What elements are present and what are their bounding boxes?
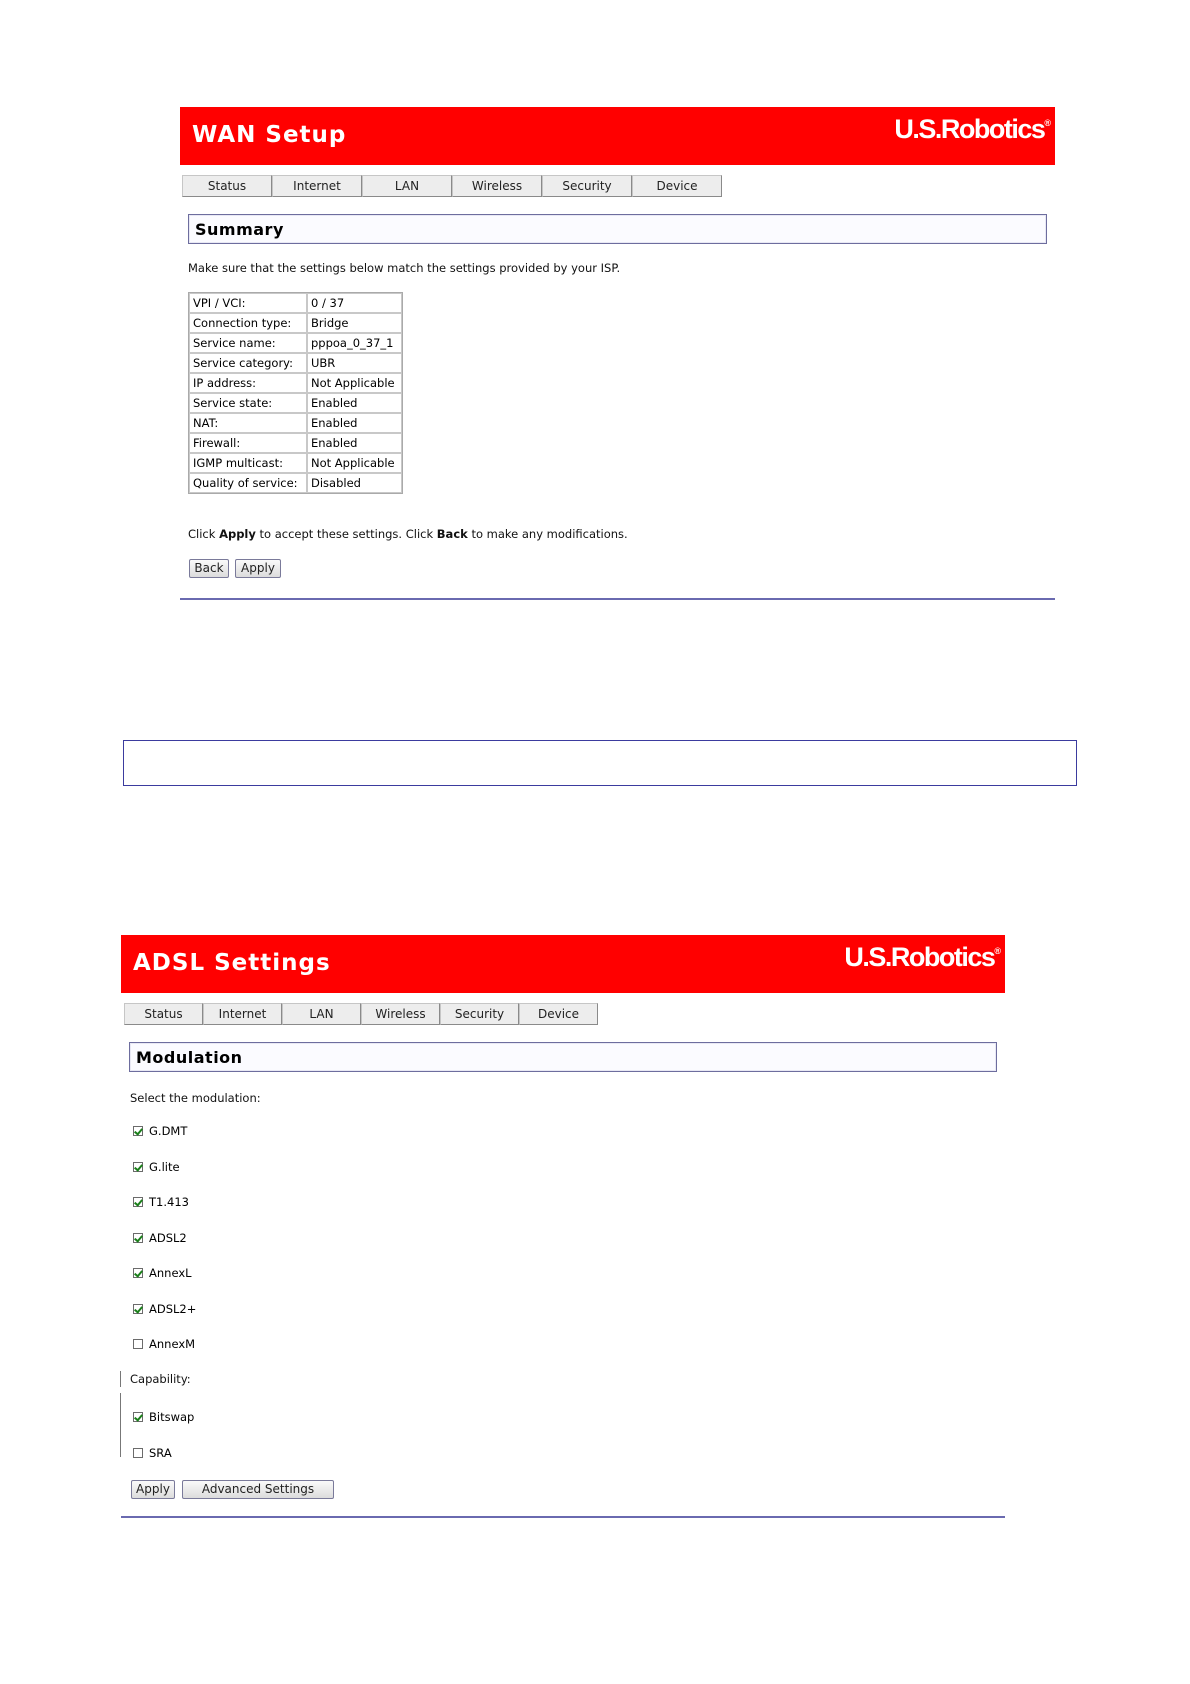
section-title: Summary <box>195 220 284 239</box>
intro-text: Make sure that the settings below match the settings provided by your ISP. <box>188 261 621 275</box>
checkbox[interactable] <box>133 1197 143 1207</box>
table-row <box>189 333 402 353</box>
nav-tabs <box>182 175 722 197</box>
modulation-option[interactable] <box>133 1302 196 1316</box>
summary-header <box>188 214 1047 244</box>
row-value: Disabled <box>307 473 402 493</box>
wan-setup-panel <box>180 107 1055 602</box>
checkbox-label: Bitswap <box>149 1410 195 1424</box>
adsl-settings-panel <box>121 935 1005 1520</box>
blank-frame <box>123 740 1077 786</box>
checkbox-label: AnnexM <box>149 1337 196 1351</box>
adsl-banner <box>121 935 1005 993</box>
row-value: UBR <box>307 353 402 373</box>
table-row <box>189 433 402 453</box>
tab-device[interactable]: Device <box>632 175 722 197</box>
row-label: VPI / VCI: <box>189 293 307 313</box>
checkbox[interactable] <box>133 1448 143 1458</box>
divider <box>121 1516 1005 1518</box>
usrobotics-logo: U.S.Robotics® <box>894 114 1051 144</box>
row-value: Not Applicable <box>307 373 402 393</box>
summary-table <box>188 292 403 494</box>
tab-status[interactable]: Status <box>182 175 272 197</box>
usrobotics-logo: U.S.Robotics® <box>844 942 1001 972</box>
row-label: IGMP multicast: <box>189 453 307 473</box>
modulation-option[interactable] <box>133 1124 187 1138</box>
modulation-option[interactable] <box>133 1266 192 1280</box>
checkbox[interactable] <box>133 1126 143 1136</box>
tab-wireless[interactable]: Wireless <box>361 1003 440 1025</box>
left-divider <box>120 1393 121 1457</box>
table-row <box>189 313 402 333</box>
row-value: Enabled <box>307 433 402 453</box>
checkbox-label: ADSL2 <box>149 1230 187 1245</box>
divider <box>180 598 1055 600</box>
checkbox-label: SRA <box>149 1446 172 1460</box>
row-value: Not Applicable <box>307 453 402 473</box>
tab-device[interactable]: Device <box>519 1003 598 1025</box>
tab-internet[interactable]: Internet <box>203 1003 282 1025</box>
modulation-option[interactable] <box>133 1195 189 1209</box>
checkbox-label: T1.413 <box>149 1195 189 1209</box>
checkbox[interactable] <box>133 1233 143 1243</box>
row-label: IP address: <box>189 373 307 393</box>
table-row <box>189 393 402 413</box>
table-row <box>189 293 402 313</box>
tab-wireless[interactable]: Wireless <box>452 175 542 197</box>
row-label: Service state: <box>189 393 307 413</box>
checkbox-label: G.DMT <box>149 1124 188 1138</box>
section-title: Modulation <box>136 1048 243 1067</box>
tab-status[interactable]: Status <box>124 1003 203 1025</box>
select-modulation-label: Select the modulation: <box>130 1091 261 1105</box>
wan-banner <box>180 107 1055 165</box>
table-row <box>189 453 402 473</box>
apply-button[interactable]: Apply <box>131 1480 175 1499</box>
tab-security[interactable]: Security <box>542 175 632 197</box>
tab-lan[interactable]: LAN <box>362 175 452 197</box>
row-value: pppoa_0_37_1 <box>307 333 402 353</box>
row-value: 0 / 37 <box>307 293 402 313</box>
row-label: NAT: <box>189 413 307 433</box>
checkbox[interactable] <box>133 1304 143 1314</box>
checkbox[interactable] <box>133 1268 143 1278</box>
capability-label: Capability: <box>130 1372 191 1386</box>
capability-option[interactable] <box>133 1410 194 1424</box>
checkbox-label: AnnexL <box>149 1266 192 1280</box>
modulation-header <box>129 1042 997 1072</box>
table-row <box>189 353 402 373</box>
table-row <box>189 413 402 433</box>
page-title: ADSL Settings <box>133 950 331 976</box>
modulation-option[interactable] <box>133 1337 195 1351</box>
checkbox[interactable] <box>133 1412 143 1422</box>
apply-button[interactable]: Apply <box>235 559 281 578</box>
checkbox[interactable] <box>133 1339 143 1349</box>
page-title: WAN Setup <box>192 122 347 148</box>
row-label: Service category: <box>189 353 307 373</box>
checkbox-label: G.lite <box>149 1159 180 1174</box>
nav-tabs <box>124 1003 598 1025</box>
checkbox-label: ADSL2+ <box>149 1301 197 1316</box>
capability-option[interactable] <box>133 1446 172 1460</box>
row-value: Enabled <box>307 393 402 413</box>
back-button[interactable]: Back <box>189 559 229 578</box>
row-label: Connection type: <box>189 313 307 333</box>
row-value: Bridge <box>307 313 402 333</box>
left-divider <box>120 1371 121 1387</box>
row-label: Quality of service: <box>189 473 307 493</box>
row-value: Enabled <box>307 413 402 433</box>
tab-security[interactable]: Security <box>440 1003 519 1025</box>
tab-lan[interactable]: LAN <box>282 1003 361 1025</box>
row-label: Firewall: <box>189 433 307 453</box>
table-row <box>189 473 402 493</box>
modulation-option[interactable] <box>133 1160 180 1174</box>
modulation-option[interactable] <box>133 1231 187 1245</box>
table-row <box>189 373 402 393</box>
tab-internet[interactable]: Internet <box>272 175 362 197</box>
checkbox[interactable] <box>133 1162 143 1172</box>
row-label: Service name: <box>189 333 307 353</box>
advanced-settings-button[interactable]: Advanced Settings <box>182 1480 334 1499</box>
apply-instructions: Click Apply to accept these settings. Click Back to make any modifications. <box>188 527 628 541</box>
